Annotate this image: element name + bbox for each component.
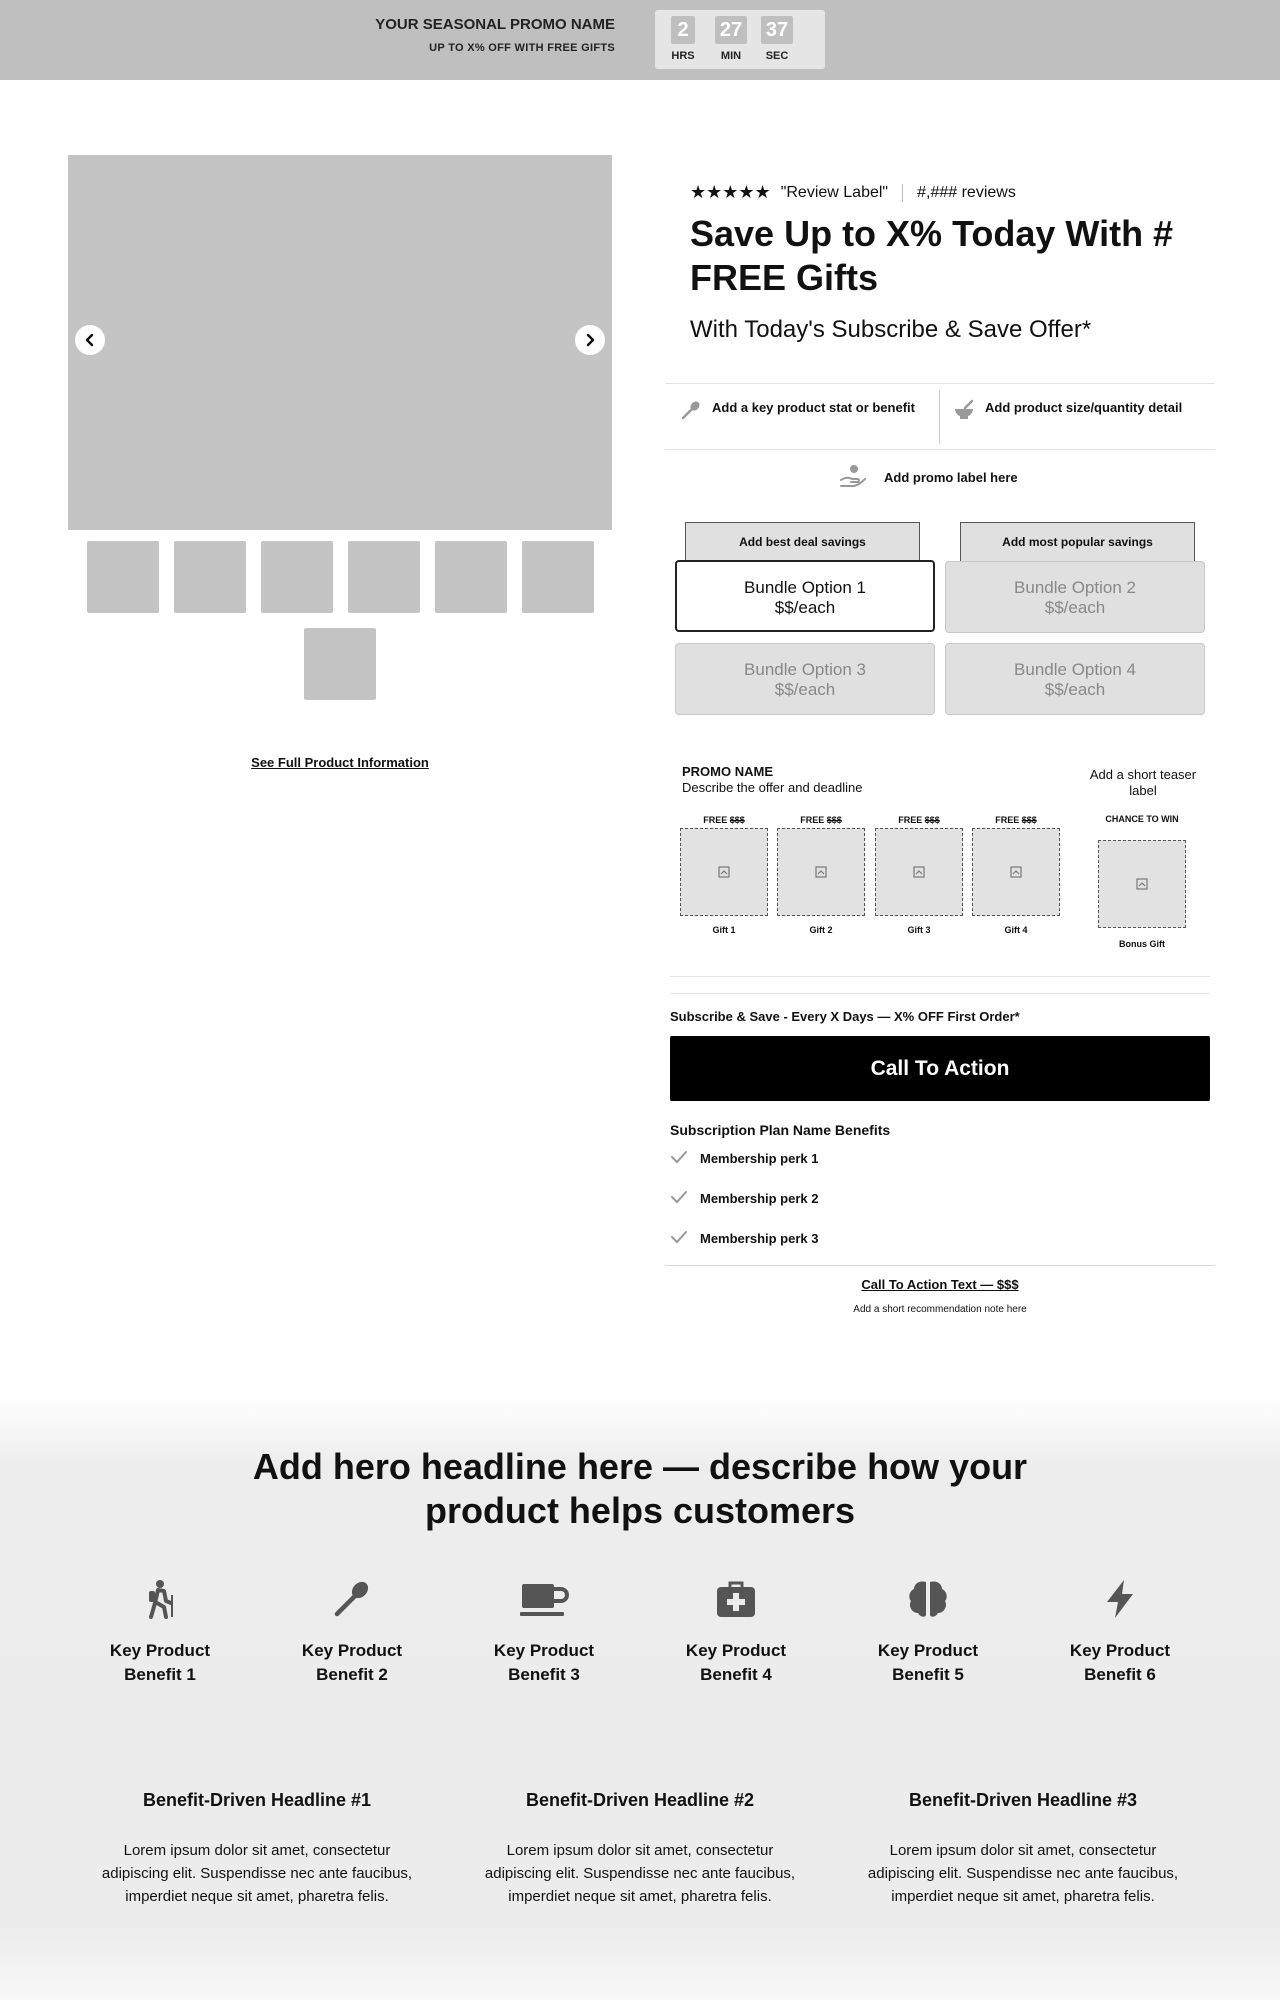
free-prefix: FREE [898, 815, 923, 825]
key-benefit-line2: Benefit 5 [892, 1665, 964, 1684]
key-benefit [454, 1567, 634, 1687]
key-benefit [70, 1567, 250, 1687]
spoon-icon [262, 1567, 442, 1619]
promo-label [840, 464, 1018, 491]
checkmark-icon [670, 1230, 688, 1247]
free-prefix: FREE [995, 815, 1020, 825]
key-benefit-label [1030, 1639, 1210, 1687]
image-placeholder-icon [718, 866, 730, 878]
divider [670, 993, 1210, 994]
subscription-benefits-title: Subscription Plan Name Benefits [670, 1122, 891, 1138]
rating-row [690, 182, 1016, 203]
gift-image [875, 828, 963, 916]
bundle-option-name: Bundle Option 2 [1014, 578, 1136, 597]
gift-promo-name: PROMO NAME [682, 764, 773, 779]
gift-name: Gift 2 [809, 925, 833, 935]
rating-divider [902, 184, 903, 202]
divider [665, 383, 1215, 384]
product-stat-benefit-text: Add a key product stat or benefit [712, 400, 915, 415]
bonus-gift-name: Bonus Gift [1119, 939, 1165, 949]
key-benefit-line1: Key Product [685, 1641, 787, 1660]
key-benefit [646, 1567, 826, 1687]
benefit-headline-block [92, 1790, 422, 1908]
hero-headline: Add hero headline here — describe how your product helps customers [252, 1446, 1028, 1531]
bundle-option-3[interactable] [675, 643, 935, 715]
countdown-seconds-value: 37 [761, 16, 793, 44]
gallery-thumbnail[interactable] [87, 541, 159, 613]
recommendation-note: Add a short recommendation note here [853, 1304, 1027, 1315]
mortar-icon [953, 399, 975, 425]
key-benefit [1030, 1567, 1210, 1687]
chevron-right-icon [583, 333, 597, 347]
mug-icon [454, 1567, 634, 1619]
bonus-gift-image [1098, 840, 1186, 928]
free-prefix: FREE [703, 815, 728, 825]
key-benefit-line2: Benefit 3 [508, 1665, 580, 1684]
gift-image [777, 828, 865, 916]
key-benefit [262, 1567, 442, 1687]
countdown-seconds-label: SEC [765, 50, 789, 62]
key-benefit-label [646, 1639, 826, 1687]
gallery-prev-button[interactable] [75, 325, 105, 355]
image-placeholder-icon [815, 866, 827, 878]
gift-teaser-label: Add a short teaser label [1089, 767, 1197, 798]
benefit-headline-block [858, 1790, 1188, 1908]
gallery-thumbnail[interactable] [522, 541, 594, 613]
product-headline: Save Up to X% Today With # FREE Gifts [690, 213, 1174, 298]
key-benefit-line1: Key Product [109, 1641, 211, 1660]
bundle-option-price: $$/each [774, 680, 836, 699]
key-benefit-line1: Key Product [1069, 1641, 1171, 1660]
gallery-thumbnail[interactable] [435, 541, 507, 613]
gallery-next-button[interactable] [575, 325, 605, 355]
benefit-body: Lorem ipsum dolor sit amet, consectetur adipiscing elit. Suspendisse nec ante faucibus, imperdiet neque sit amet, pharetra felis. [101, 1842, 413, 1905]
free-prefix: FREE [800, 815, 825, 825]
bundle-option-1[interactable] [675, 560, 935, 632]
benefit-body: Lorem ipsum dolor sit amet, consectetur adipiscing elit. Suspendisse nec ante faucibus, imperdiet neque sit amet, pharetra felis. [484, 1842, 796, 1905]
membership-perk-text: Membership perk 3 [700, 1231, 819, 1246]
full-product-info-link[interactable]: See Full Product Information [251, 755, 429, 770]
gift-image [972, 828, 1060, 916]
product-stat-size [953, 399, 1213, 425]
key-benefit-label [70, 1639, 250, 1687]
checkmark-icon [670, 1150, 688, 1167]
key-benefit-line1: Key Product [493, 1641, 595, 1660]
key-benefit-line1: Key Product [301, 1641, 403, 1660]
bundle-option-name: Bundle Option 4 [1014, 660, 1136, 679]
image-placeholder-icon [1010, 866, 1022, 878]
struck-price: $$$ [924, 815, 940, 825]
membership-perk [670, 1190, 819, 1207]
lightning-icon [1030, 1567, 1210, 1619]
chevron-left-icon [83, 333, 97, 347]
checkmark-icon [670, 1190, 688, 1207]
hiker-icon [70, 1567, 250, 1619]
countdown-minutes-label: MIN [720, 50, 742, 62]
product-main-image[interactable] [68, 155, 612, 530]
membership-perk-text: Membership perk 2 [700, 1191, 819, 1206]
star-rating: ★★★★★ [690, 182, 771, 202]
bonus-caption: CHANCE TO WIN [1105, 814, 1179, 824]
key-benefit-label [262, 1639, 442, 1687]
countdown-hours-value: 2 [671, 16, 695, 44]
struck-price: $$$ [826, 815, 842, 825]
gallery-thumbnail[interactable] [348, 541, 420, 613]
divider [665, 449, 1215, 450]
countdown-hours-label: HRS [671, 50, 695, 62]
gallery-thumbnail[interactable] [261, 541, 333, 613]
gift-name: Gift 4 [1004, 925, 1028, 935]
membership-perk [670, 1150, 819, 1167]
review-count[interactable]: #,### reviews [917, 183, 1016, 201]
countdown-seconds [761, 16, 793, 62]
gift-free-label [680, 815, 768, 825]
review-label: "Review Label" [780, 183, 889, 201]
promo-title: YOUR SEASONAL PROMO NAME [375, 16, 615, 33]
best-deal-savings-tab: Add best deal savings [685, 522, 920, 562]
bundle-option-price: $$/each [1044, 598, 1106, 617]
membership-perk-text: Membership perk 1 [700, 1151, 819, 1166]
gift-name: Gift 1 [712, 925, 736, 935]
stat-divider [939, 390, 940, 444]
countdown-hours [671, 16, 695, 62]
brain-icon [838, 1567, 1018, 1619]
bundle-option-2[interactable] [945, 561, 1205, 633]
divider [665, 1265, 1215, 1266]
key-benefit-label [838, 1639, 1018, 1687]
countdown-minutes [715, 16, 747, 62]
divider [670, 976, 1210, 977]
product-stat-size-text: Add product size/quantity detail [985, 400, 1183, 415]
gift-free-label [875, 815, 963, 825]
gift-free-label [972, 815, 1060, 825]
promo-text [375, 16, 615, 54]
gift-name: Gift 3 [907, 925, 931, 935]
countdown-timer [655, 10, 825, 69]
hand-coin-icon [840, 464, 866, 491]
call-to-action-button[interactable]: Call To Action [670, 1036, 1210, 1101]
promo-bar [0, 0, 1280, 80]
gallery-thumbnail[interactable] [304, 628, 376, 700]
gift-free-label [777, 815, 865, 825]
call-to-action-text-link[interactable]: Call To Action Text — $$$ [861, 1277, 1019, 1292]
key-benefit-label [454, 1639, 634, 1687]
subscription-line: Subscribe & Save - Every X Days — X% OFF First Order* [670, 1009, 1020, 1024]
image-placeholder-icon [1136, 878, 1148, 890]
key-benefit-line2: Benefit 2 [316, 1665, 388, 1684]
benefit-headline: Benefit-Driven Headline #3 [908, 1790, 1138, 1810]
bundle-option-price: $$/each [774, 598, 836, 617]
key-benefit-line2: Benefit 1 [124, 1665, 196, 1684]
gift-image [680, 828, 768, 916]
promo-label-text: Add promo label here [884, 470, 1018, 485]
spoon-icon [680, 399, 702, 425]
gallery-thumbnail[interactable] [174, 541, 246, 613]
key-benefit [838, 1567, 1018, 1687]
product-subheadline: With Today's Subscribe & Save Offer* [690, 316, 1092, 343]
key-benefit-line2: Benefit 6 [1084, 1665, 1156, 1684]
bundle-option-name: Bundle Option 1 [744, 578, 866, 597]
product-stat-benefit [680, 399, 930, 425]
promo-subtitle: UP TO X% OFF WITH FREE GIFTS [429, 42, 615, 54]
key-benefit-line1: Key Product [877, 1641, 979, 1660]
benefit-headline-block [475, 1790, 805, 1908]
countdown-minutes-value: 27 [715, 16, 747, 44]
benefit-body: Lorem ipsum dolor sit amet, consectetur adipiscing elit. Suspendisse nec ante faucibus, imperdiet neque sit amet, pharetra felis. [867, 1842, 1179, 1905]
image-placeholder-icon [913, 866, 925, 878]
bundle-option-name: Bundle Option 3 [744, 660, 866, 679]
struck-price: $$$ [729, 815, 745, 825]
key-benefit-line2: Benefit 4 [700, 1665, 772, 1684]
gift-promo-description: Describe the offer and deadline [682, 780, 863, 795]
medkit-icon [646, 1567, 826, 1619]
bundle-option-price: $$/each [1044, 680, 1106, 699]
bundle-option-4[interactable] [945, 643, 1205, 715]
benefit-headline: Benefit-Driven Headline #2 [525, 1790, 755, 1810]
struck-price: $$$ [1021, 815, 1037, 825]
benefit-headline: Benefit-Driven Headline #1 [142, 1790, 372, 1810]
membership-perk [670, 1230, 819, 1247]
most-popular-savings-tab: Add most popular savings [960, 522, 1195, 562]
